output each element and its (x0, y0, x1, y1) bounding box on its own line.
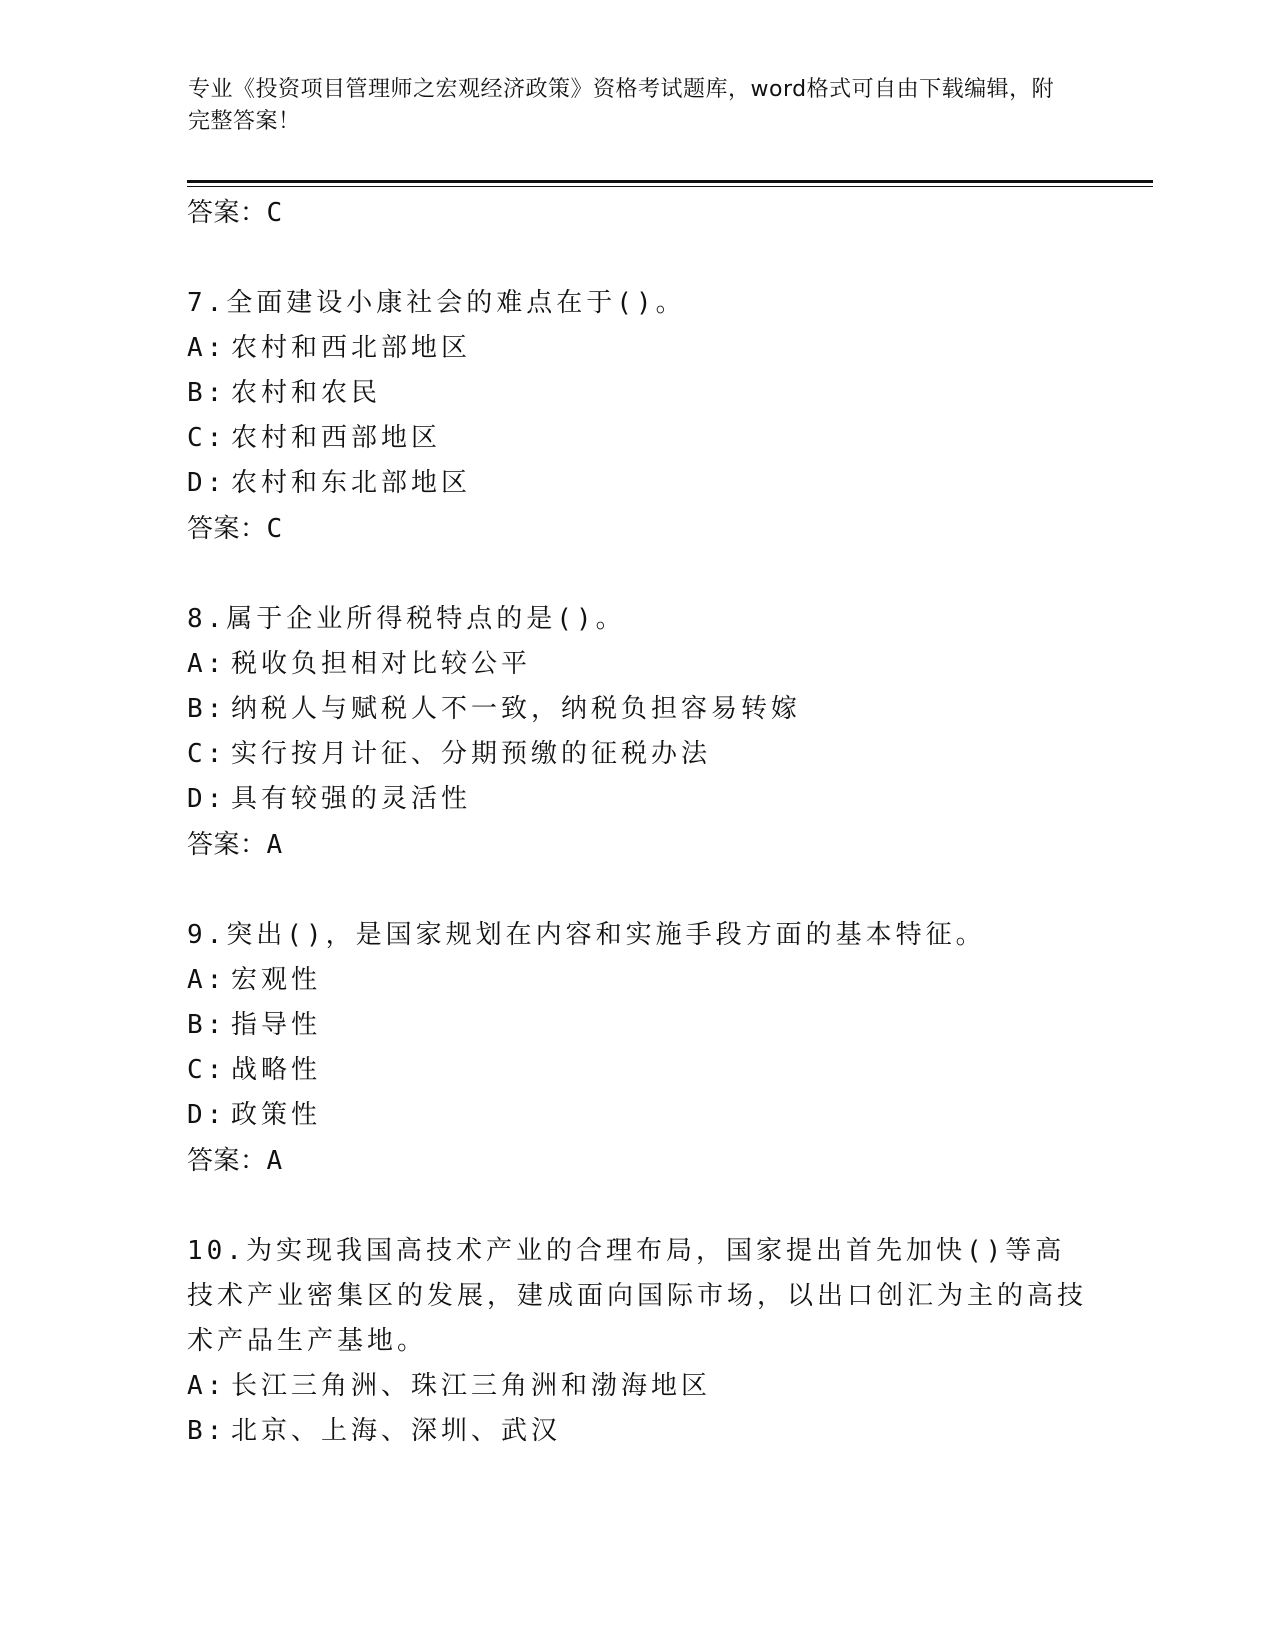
option-d (187, 1093, 1087, 1138)
option-text: 税收负担相对比较公平 (231, 649, 532, 679)
answer-line (187, 506, 1087, 552)
option-text: 长江三角洲、珠江三角洲和渤海地区 (231, 1371, 712, 1401)
option-b (187, 1409, 1087, 1454)
question-9 (187, 913, 1087, 1184)
answer-line (187, 190, 1087, 236)
option-text: 农村和农民 (231, 378, 382, 408)
option-text: 纳税人与赋税人不一致，纳税负担容易转嫁 (231, 694, 802, 724)
option-b (187, 687, 1087, 732)
option-key: C: (187, 423, 227, 453)
option-text: 实行按月计征、分期预缴的征税办法 (231, 739, 712, 769)
option-text: 北京、上海、深圳、武汉 (231, 1416, 562, 1446)
answer-label: 答案： (187, 830, 267, 860)
option-c (187, 732, 1087, 777)
answer-label: 答案： (187, 514, 267, 544)
option-text: 农村和西部地区 (231, 423, 442, 453)
option-key: A: (187, 649, 227, 679)
option-key: B: (187, 1010, 227, 1040)
option-text: 战略性 (231, 1055, 322, 1085)
option-text: 农村和西北部地区 (231, 333, 472, 363)
option-key: D: (187, 784, 227, 814)
option-text: 政策性 (231, 1100, 322, 1130)
option-key: B: (187, 378, 227, 408)
option-b (187, 371, 1087, 416)
answer-label: 答案： (187, 1146, 267, 1176)
answer-value: C (266, 514, 283, 544)
answer-value: A (266, 830, 283, 860)
answer-label: 答案： (187, 198, 267, 228)
option-key: A: (187, 1371, 227, 1401)
question-10 (187, 1229, 1087, 1454)
question-7 (187, 281, 1087, 552)
option-key: D: (187, 1100, 227, 1130)
answer-line (187, 822, 1087, 868)
question-stem: 10.为实现我国高技术产业的合理布局，国家提出首先加快()等高技术产业密集区的发展，建成面向国际市场，以出口创汇为主的高技术产品生产基地。 (187, 1236, 1088, 1356)
option-text: 宏观性 (231, 965, 322, 995)
option-a (187, 326, 1087, 371)
option-key: B: (187, 1416, 227, 1446)
option-a (187, 642, 1087, 687)
option-text: 具有较强的灵活性 (231, 784, 472, 814)
answer-line (187, 1138, 1087, 1184)
question-stem: 9.突出()，是国家规划在内容和实施手段方面的基本特征。 (187, 920, 986, 950)
option-a (187, 958, 1087, 1003)
option-d (187, 461, 1087, 506)
question-8 (187, 597, 1087, 868)
question-stem: 8.属于企业所得税特点的是()。 (187, 604, 626, 634)
option-d (187, 777, 1087, 822)
option-key: B: (187, 694, 227, 724)
option-c (187, 416, 1087, 461)
answer-value: A (266, 1146, 283, 1176)
question-list (187, 190, 1087, 1454)
option-key: D: (187, 468, 227, 498)
option-key: A: (187, 965, 227, 995)
option-b (187, 1003, 1087, 1048)
header-rule (187, 180, 1153, 183)
document-header: 专业《投资项目管理师之宏观经济政策》资格考试题库，word格式可自由下载编辑，附完整答案！ (188, 77, 1055, 134)
option-key: A: (187, 333, 227, 363)
option-text: 农村和东北部地区 (231, 468, 472, 498)
option-key: C: (187, 739, 227, 769)
answer-value: C (266, 198, 283, 228)
option-a (187, 1364, 1087, 1409)
question-stem: 7.全面建设小康社会的难点在于()。 (187, 288, 686, 318)
option-text: 指导性 (231, 1010, 322, 1040)
option-c (187, 1048, 1087, 1093)
header-rule-thin (187, 186, 1153, 187)
option-key: C: (187, 1055, 227, 1085)
